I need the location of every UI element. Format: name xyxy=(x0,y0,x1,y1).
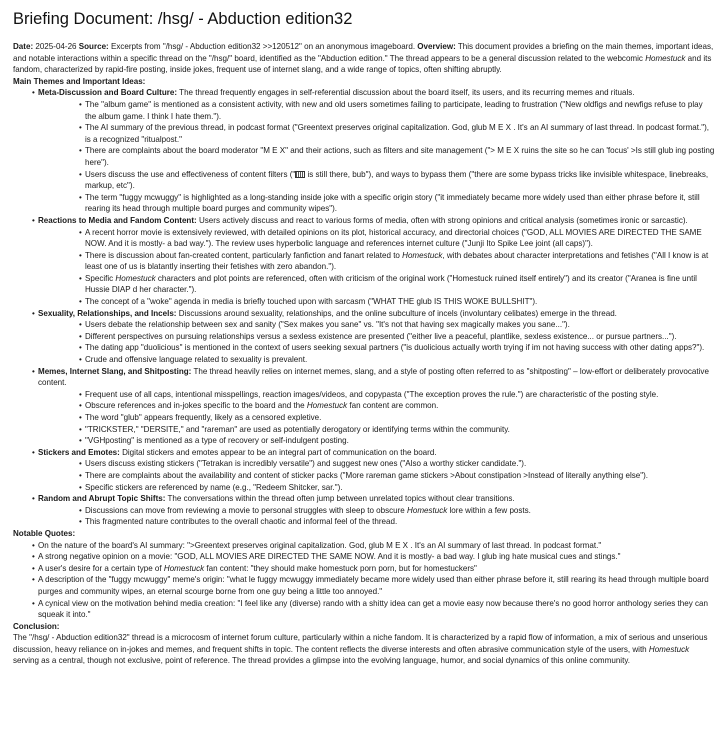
theme-desc: Digital stickers and emotes appear to be an integral part of communication on the board. xyxy=(119,447,437,457)
theme-title: Stickers and Emotes: xyxy=(38,447,120,457)
list-item: • Specific stickers are referenced by name (e.g., "Redeem Shitcker, sar."). xyxy=(38,482,715,494)
quote-item: • A user's desire for a certain type of Homestuck fan content: "they should make homestuck porn porn, but for homestuckers" xyxy=(13,563,715,575)
list-item: • The "album game" is mentioned as a consistent activity, with new and old users sometimes failing to participate, leading to frustration ("New oldfigs and newfigs refuse to play the album game. I think I hate them."). xyxy=(38,99,715,122)
overview-text: This document provides a briefing on the main themes, important ideas, and notable interactions within a specific thread on the "/hsg/" board, identified as the "Abduction edition." The thread appears to be a general discussion related to the webcomic xyxy=(13,42,714,63)
list-item: • The term "fuggy mcwuggy" is highlighted as a long-standing inside joke with a specific origin story ("it immediately became more widely used than either phrase before it, still rearing its head through multiple board purges and community wipes"). xyxy=(38,192,715,215)
quotes-heading: Notable Quotes: xyxy=(13,528,76,538)
list-item: • The concept of a "woke" agenda in media is briefly touched upon with sarcasm ("WHAT THE glub IS THIS WOKE BULLSHIT"). xyxy=(38,296,715,308)
quotes-list xyxy=(13,540,715,621)
theme-points xyxy=(38,227,715,308)
list-item: • The AI summary of the previous thread, in podcast format ("Greentext preserves original capitalization. God, glub M E X . It's an AI summary of last thread. In podcast format."), is a recognized "ritualpost." xyxy=(38,122,715,145)
overview-em: Homestuck xyxy=(645,53,686,63)
overview-text-end: and its fandom, characterized by rapid-fire posting, inside jokes, frequent use of internet slang, and a wide range of topics, often shifting abruptly. xyxy=(13,53,712,75)
list-item: • There is discussion about fan-created content, particularly fanfiction and fanart related to Homestuck, with debates about character interpretations and fetishes ("All I know is at least one of us is blatantly inserting their fetishes with zero abandon."). xyxy=(38,250,715,273)
date-label: Date: xyxy=(13,42,34,51)
list-item: • Discussions can move from reviewing a movie to personal struggles with sleep to obscure Homestuck lore within a few posts. xyxy=(38,505,715,517)
theme-title: Reactions to Media and Fandom Content: xyxy=(38,215,197,225)
list-item: • The dating app "duolicious" is mentioned in the context of users seeking sexual partners ("is duolicious actually worth trying if im not having success with other dating apps?"). xyxy=(38,342,715,354)
theme-stickers xyxy=(13,447,715,493)
list-item: • "TRICKSTER," "DERSITE," and "rareman" are used as potentially derogatory or identifying terms within the community. xyxy=(38,424,715,436)
list-item: • Obscure references and in-jokes specific to the board and the Homestuck fan content are common. xyxy=(38,400,715,412)
theme-desc: The thread heavily relies on internet memes, slang, and a style of posting often referred to as "shitposting" – low-effort or deliberately provocative content. xyxy=(38,366,709,388)
theme-points xyxy=(38,389,715,447)
quote-item: • A strong negative opinion on a movie: "GOD, ALL MOVIES ARE DIRECTED THE SAME NOW. And it is mostly- a bad way. I glub ing hate musical cues and stings." xyxy=(13,551,715,563)
intro-paragraph xyxy=(13,41,715,76)
list-item: • Users discuss the use and effectiveness of content filters (" is still there, bub"), and ways to bypass them ("there are some bypass tricks like invisible whitespace, linebreaks, markup, etc"). xyxy=(38,169,715,192)
theme-desc: The conversations within the thread often jump between unrelated topics without clear transitions. xyxy=(165,494,515,504)
theme-points xyxy=(38,505,715,528)
list-item: • Different perspectives on pursuing relationships versus a sexless existence are presented ("either live a peaceful, plantlike, sexless existence... or pursue partners..."). xyxy=(38,331,715,343)
list-item: • Frequent use of all caps, intentional misspellings, reaction images/videos, and copypasta ("The exception proves the rule.") are characteristic of the posting style. xyxy=(38,389,715,401)
theme-points xyxy=(38,319,715,365)
theme-memes xyxy=(13,366,715,447)
list-item: • Users debate the relationship between sex and sanity ("Sex makes you sane" vs. "It's not that having sex magically makes you sane..."). xyxy=(38,319,715,331)
document-title: Briefing Document: /hsg/ - Abduction edition32 xyxy=(13,10,353,28)
theme-title: Memes, Internet Slang, and Shitposting: xyxy=(38,366,192,376)
list-item: • Specific Homestuck characters and plot points are referenced, often with criticism of the original work ("Homestuck ruined itself entirely") and its creator ("Aranea is fine until Hussie DIAP d her character."). xyxy=(38,273,715,296)
theme-meta xyxy=(13,87,715,215)
flag-icon xyxy=(295,171,305,178)
conclusion-paragraph: The "/hsg/ - Abduction edition32" thread is a microcosm of internet forum culture, particularly within a niche fandom. It is characterized by a rapid flow of information, a mix of serious and unserious discussion, heavy reliance on in-jokes and memes, and frequent shifts in topic. The content reflects the diverse interests and often abrasive communication style of the users, with Homestuck serving as a central, though not exclusive, point of reference. The thread provides a glimpse into the evolving language, humor, and social dynamics of this online community. xyxy=(13,633,708,666)
list-item: • The word "glub" appears frequently, likely as a censored expletive. xyxy=(38,412,715,424)
list-item: • There are complaints about the board moderator "M E X" and their actions, such as filters and site management ("> M E X ruins the site so he can 'focus' >Is still glub ing posting here"). xyxy=(38,145,715,168)
quote-item: • On the nature of the board's AI summary: ">Greentext preserves original capitalization. God, glub M E X . It's an AI summary of last thread. In podcast format." xyxy=(13,540,715,552)
list-item: • "VGHposting" is mentioned as a type of recovery or self-indulgent posting. xyxy=(38,435,715,447)
quote-item: • A description of the "fuggy mcwuggy" meme's origin: "what le fuggy mcwuggy immediately became more widely used than either phrase before it, still rearing its head through multiple board purges and community wipes, an eternal scourge borne from one guy being a little too annoyed." xyxy=(13,574,715,597)
document-body xyxy=(13,41,715,667)
theme-sexuality xyxy=(13,308,715,366)
theme-points xyxy=(38,458,715,493)
source-value: Excerpts from "/hsg/ - Abduction edition32 >>120512" on an anonymous imageboard. xyxy=(108,42,418,51)
theme-title: Meta-Discussion and Board Culture: xyxy=(38,88,178,98)
themes-heading: Main Themes and Important Ideas: xyxy=(13,76,146,86)
list-item: • There are complaints about the availability and content of sticker packs ("More rareman game stickers >About constipation >Instead of literally anything else"). xyxy=(38,470,715,482)
source-label: Source: xyxy=(78,42,109,51)
list-item: • This fragmented nature contributes to the overall chaotic and informal feel of the thread. xyxy=(38,516,715,528)
list-item: • Crude and offensive language related to sexuality is prevalent. xyxy=(38,354,715,366)
theme-random xyxy=(13,493,715,528)
overview-label: Overview: xyxy=(417,42,456,51)
theme-media xyxy=(13,215,715,308)
quote-item: • A cynical view on the motivation behind media creation: "I feel like any (diverse) rando with a shitty idea can get a movie easy now because there's no good horror anthology series they can squeak it into." xyxy=(13,598,715,621)
theme-points xyxy=(38,99,715,215)
themes-list xyxy=(13,87,715,528)
theme-title: Random and Abrupt Topic Shifts: xyxy=(38,494,166,504)
theme-desc: The thread frequently engages in self-referential discussion about the board itself, its users, and its recurring memes and rituals. xyxy=(177,88,635,98)
theme-desc: Discussions around sexuality, relationships, and the online subculture of incels (involuntary celibates) emerge in the thread. xyxy=(176,308,617,318)
list-item: • A recent horror movie is extensively reviewed, with detailed opinions on its plot, historical accuracy, and directorial choices ("GOD, ALL MOVIES ARE DIRECTED THE SAME NOW. And it is mostly- a bad way."). The review uses hyperbolic language and references internet culture ("Junji Ito Spike Lee joint (all caps)"). xyxy=(85,227,715,250)
theme-title: Sexuality, Relationships, and Incels: xyxy=(38,308,177,318)
conclusion-heading: Conclusion: xyxy=(13,621,60,631)
date-value: 2025-04-26 xyxy=(33,42,79,51)
theme-desc: Users actively discuss and react to various forms of media, often with strong opinions and critical analysis (sometimes ironic or sarcastic). xyxy=(196,215,688,225)
list-item: • Users discuss existing stickers ("Tetrakan is incredibly versatile") and suggest new ones ("Also a worthy sticker candidate."). xyxy=(38,458,715,470)
